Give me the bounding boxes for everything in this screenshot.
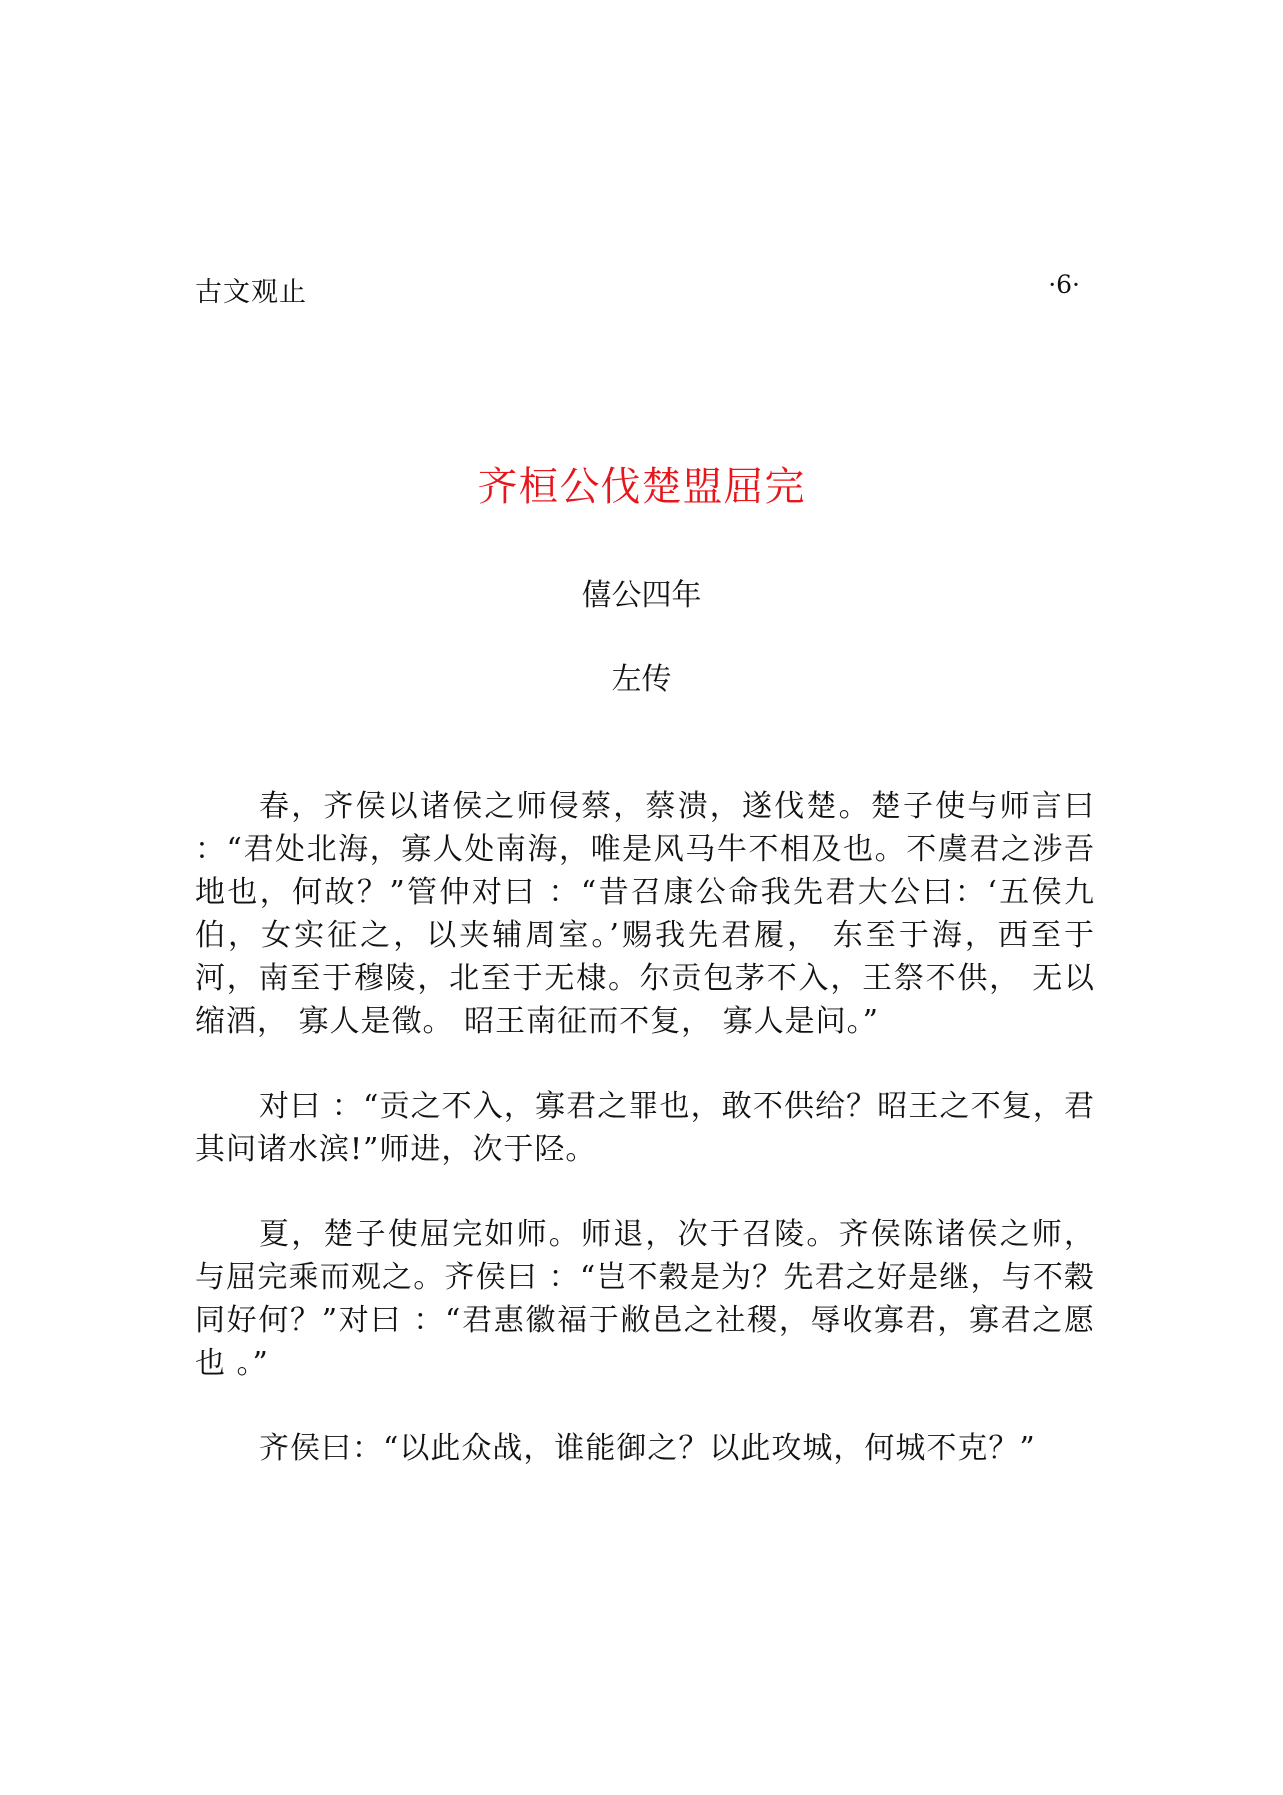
page-number: ·6· [1048,270,1080,299]
article-body [195,785,1095,1512]
article-source: 左传 [611,662,672,697]
paragraph: 夏，楚子使屈完如师。师退，次于召陵。齐侯陈诸侯之师，与屈完乘而观之。齐侯曰 ：“岂不穀是为？先君之好是继，与不穀同好何？”对曰 ：“君惠徽福于敝邑之社稷，辱收寡君，寡君之愿也 。” [195,1217,1095,1381]
running-header [195,270,1088,310]
article-date: 僖公四年 [581,578,702,613]
paragraph: 齐侯曰：“以此众战，谁能御之？以此攻城，何城不克？” [259,1431,1036,1466]
article-title: 齐桓公伐楚盟屈完 [477,464,806,510]
book-title: 古文观止 [195,277,307,308]
paragraph: 春，齐侯以诸侯之师侵蔡，蔡溃，遂伐楚。楚子使与师言曰 ：“君处北海，寡人处南海，唯是风马牛不相及也。不虞君之涉吾地也，何故？”管仲对曰 ：“昔召康公命我先君大公曰：‘五侯九伯，女实征之，以夹辅周室。’赐我先君履， 东至于海，西至于河，南至于穆陵，北至于无棣。尔贡包茅不入，王祭不供， 无以缩酒， 寡人是徵。 昭王南征而不复， 寡人是问。” [195,789,1095,1039]
paragraph: 对曰 ：“贡之不入，寡君之罪也，敢不供给？昭王之不复，君其问诸水滨!”师进，次于陉。 [195,1089,1095,1167]
